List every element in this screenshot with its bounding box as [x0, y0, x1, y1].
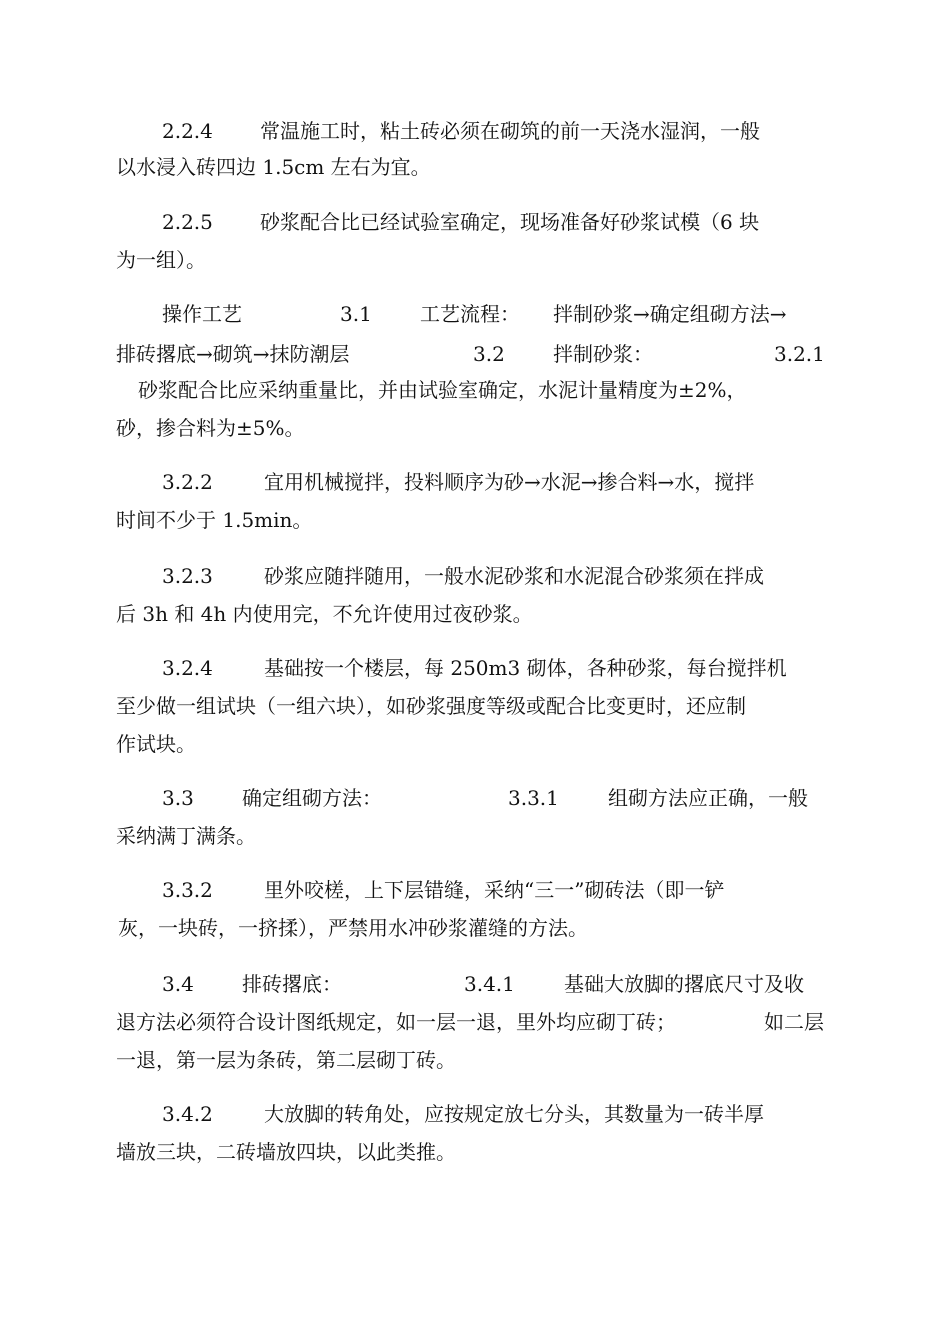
clause-number: 2.2.4	[162, 119, 213, 143]
text-line	[0, 966, 950, 1002]
clause-text: 退方法必须符合设计图纸规定，如一层一退，里外均应砌丁砖；	[116, 1010, 676, 1034]
clause-text: 墙放三块，二砖墙放四块，以此类推。	[116, 1140, 456, 1164]
text-line	[0, 372, 950, 408]
text-line	[0, 872, 950, 908]
text-line	[0, 1134, 950, 1170]
clause-text: 后 3h 和 4h 内使用完，不允许使用过夜砂浆。	[116, 602, 533, 626]
clause-number: 3.3.1	[508, 786, 559, 810]
clause-text: 基础按一个楼层，每 250m3 砌体，各种砂浆，每台搅拌机	[264, 656, 787, 680]
clause-number: 2.2.5	[162, 210, 213, 234]
clause-text: 至少做一组试块（一组六块），如砂浆强度等级或配合比变更时，还应制	[116, 694, 746, 718]
clause-text: 基础大放脚的撂底尺寸及收	[564, 972, 804, 996]
text-line	[0, 1042, 950, 1078]
clause-text: 宜用机械搅拌，投料顺序为砂→水泥→掺合料→水，搅拌	[264, 470, 755, 494]
text-line	[0, 464, 950, 500]
clause-text: 砂浆配合比应采纳重量比，并由试验室确定，水泥计量精度为±2%，	[138, 378, 747, 402]
clause-heading: 工艺流程：	[420, 302, 520, 326]
clause-number: 3.2.4	[162, 656, 213, 680]
text-line	[0, 780, 950, 816]
text-line	[0, 1096, 950, 1132]
clause-text: 拌制砂浆→确定组砌方法→	[553, 302, 787, 326]
clause-text: 砂浆配合比已经试验室确定，现场准备好砂浆试模（6 块	[260, 210, 760, 234]
text-line	[0, 149, 950, 185]
clause-number: 3.2	[473, 342, 505, 366]
text-line	[0, 336, 950, 372]
clause-heading: 确定组砌方法：	[242, 786, 382, 810]
clause-text: 排砖撂底→砌筑→抹防潮层	[116, 342, 350, 366]
clause-heading: 拌制砂浆：	[553, 342, 653, 366]
clause-text: 作试块。	[116, 732, 196, 756]
text-line	[0, 558, 950, 594]
clause-text: 灰，一块砖，一挤揉），严禁用水冲砂浆灌缝的方法。	[118, 916, 588, 940]
clause-text: 如二层	[764, 1010, 824, 1034]
clause-number: 3.2.3	[162, 564, 213, 588]
clause-text: 一退，第一层为条砖，第二层砌丁砖。	[116, 1048, 456, 1072]
clause-text: 大放脚的转角处，应按规定放七分头，其数量为一砖半厚	[264, 1102, 764, 1126]
section-heading: 操作工艺	[162, 302, 242, 326]
text-line	[0, 1004, 950, 1040]
clause-number: 3.4.2	[162, 1102, 213, 1126]
clause-heading: 排砖撂底：	[242, 972, 342, 996]
text-line	[0, 502, 950, 538]
text-line	[0, 688, 950, 724]
clause-number: 3.4.1	[464, 972, 515, 996]
clause-text: 为一组）。	[116, 248, 206, 272]
clause-text: 常温施工时，粘土砖必须在砌筑的前一天浇水湿润，一般	[260, 119, 760, 143]
text-line	[0, 650, 950, 686]
text-line	[0, 596, 950, 632]
clause-text: 砂浆应随拌随用，一般水泥砂浆和水泥混合砂浆须在拌成	[264, 564, 764, 588]
text-line	[0, 204, 950, 240]
text-line	[0, 910, 950, 946]
clause-text: 组砌方法应正确，一般	[608, 786, 808, 810]
clause-text: 里外咬槎，上下层错缝，采纳“三一”砌砖法（即一铲	[264, 878, 725, 902]
text-line	[0, 296, 950, 332]
clause-text: 砂，掺合料为±5%。	[116, 416, 305, 440]
text-line	[0, 726, 950, 762]
clause-text: 以水浸入砖四边 1.5cm 左右为宜。	[116, 155, 431, 179]
text-line	[0, 410, 950, 446]
text-line	[0, 242, 950, 278]
clause-number: 3.2.2	[162, 470, 213, 494]
clause-number: 3.3.2	[162, 878, 213, 902]
clause-number: 3.3	[162, 786, 194, 810]
text-line	[0, 113, 950, 149]
text-line	[0, 818, 950, 854]
clause-number: 3.4	[162, 972, 194, 996]
clause-text: 采纳满丁满条。	[116, 824, 256, 848]
clause-number: 3.1	[340, 302, 372, 326]
clause-text: 时间不少于 1.5min。	[116, 508, 313, 532]
clause-number: 3.2.1	[774, 342, 825, 366]
